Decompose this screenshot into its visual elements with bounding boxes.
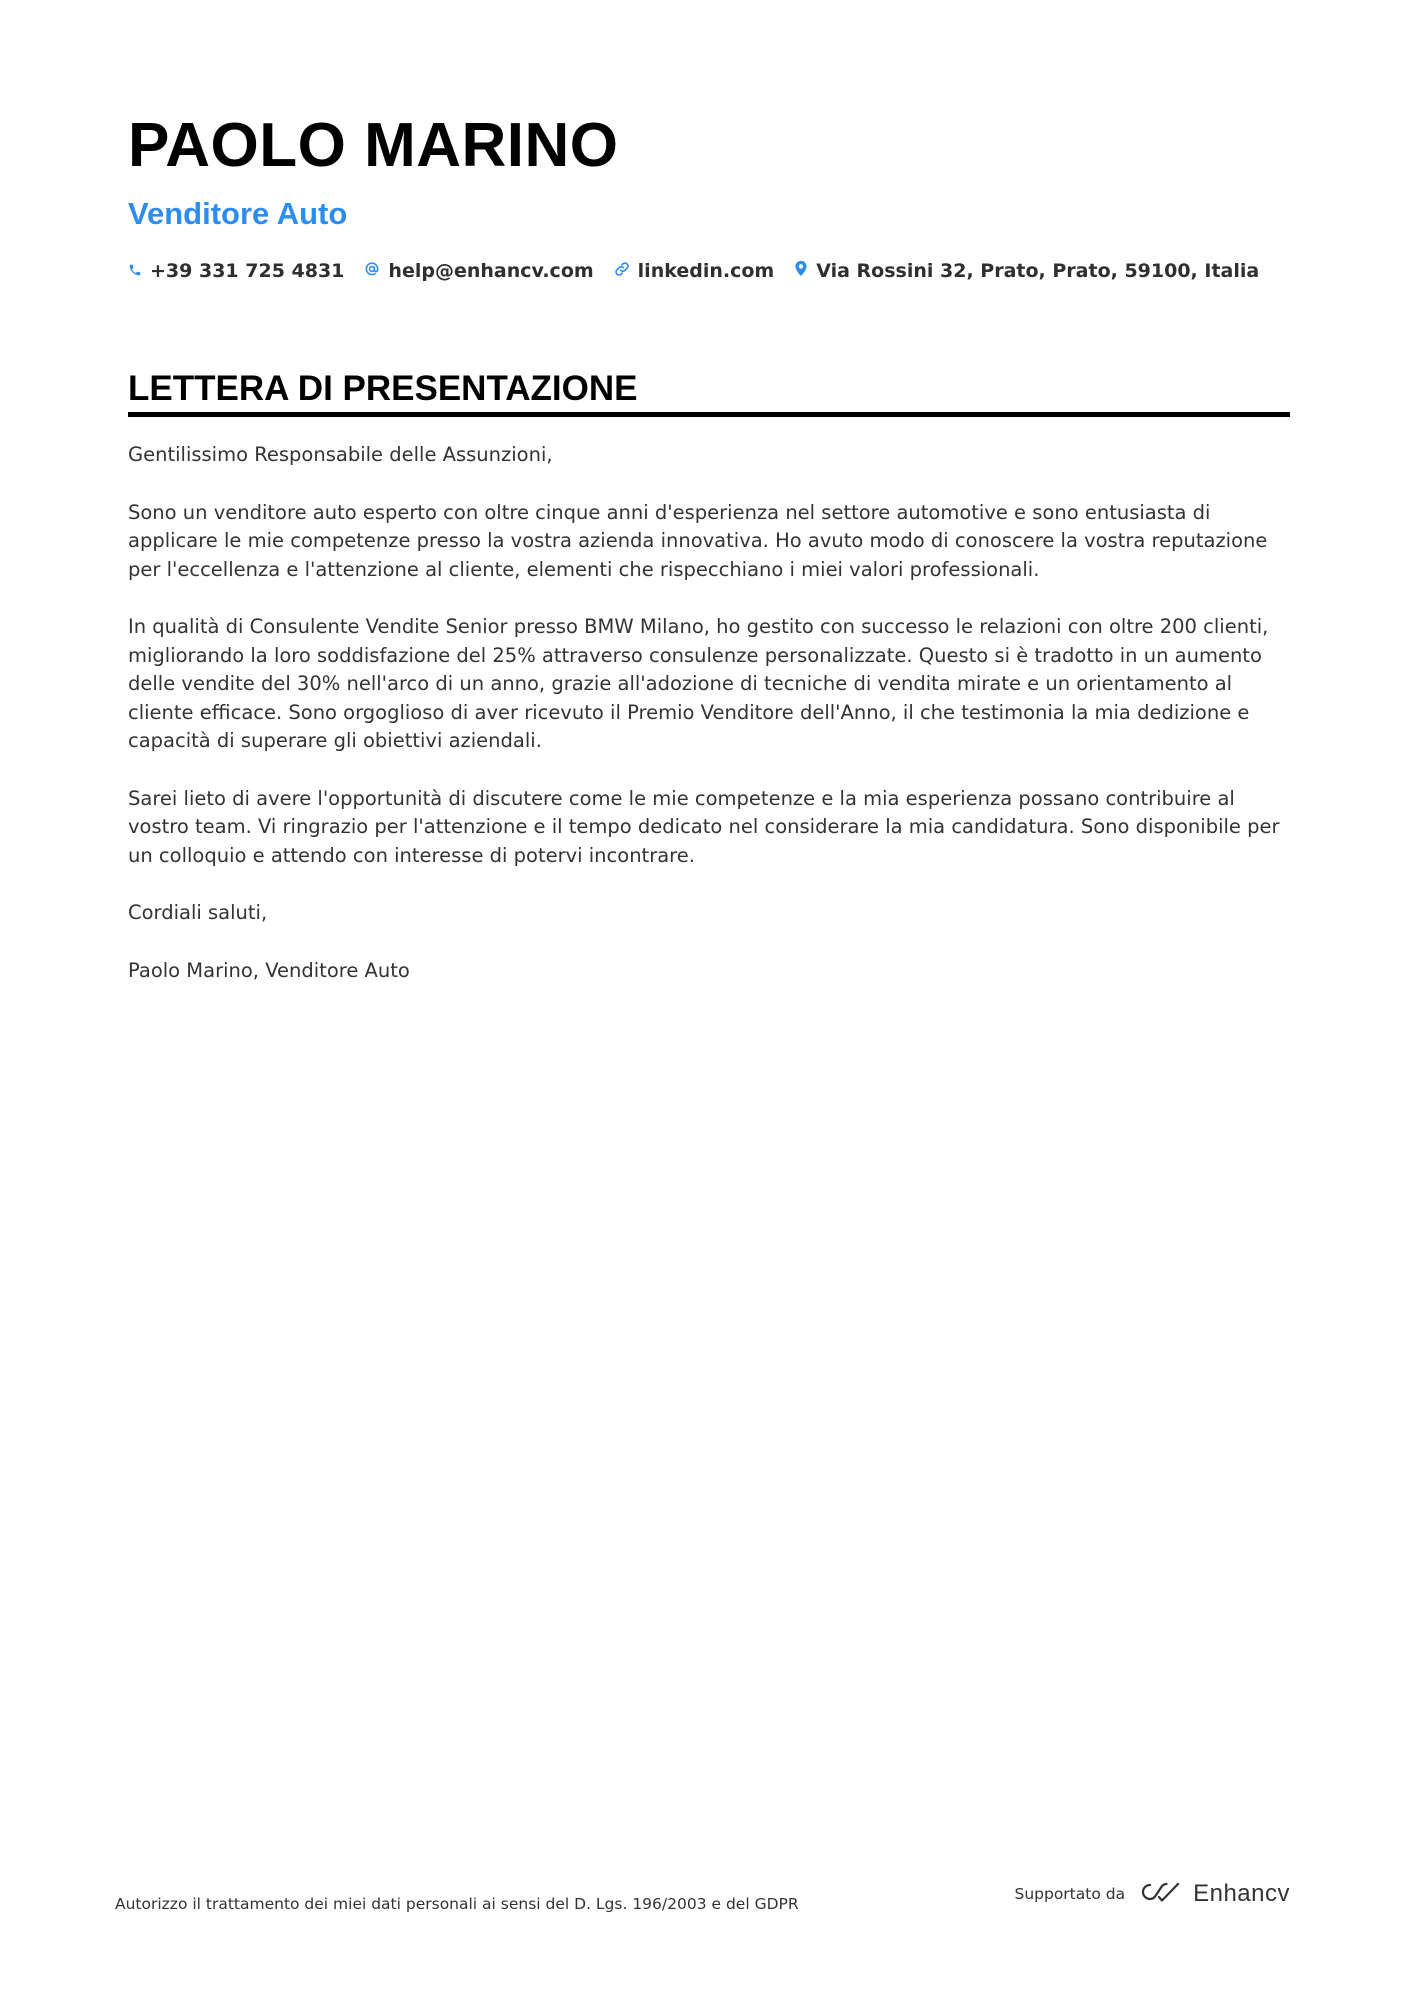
powered-by[interactable] bbox=[1014, 1880, 1290, 1908]
letter-body bbox=[128, 441, 1290, 985]
letter-signature: Paolo Marino, Venditore Auto bbox=[128, 958, 410, 982]
candidate-name: PAOLO MARINO bbox=[128, 111, 619, 180]
enhancv-logo-icon bbox=[1137, 1880, 1183, 1908]
section-title: LETTERA DI PRESENTAZIONE bbox=[128, 368, 1290, 417]
powered-by-label: Supportato da bbox=[1014, 1885, 1126, 1903]
letter-greeting: Gentilissimo Responsabile delle Assunzioni, bbox=[128, 443, 553, 466]
address-text: Via Rossini 32, Prato, Prato, 59100, Italia bbox=[816, 260, 1260, 282]
header bbox=[128, 108, 1288, 282]
brand-name: Enhancv bbox=[1193, 1880, 1290, 1907]
phone-text[interactable]: +39 331 725 4831 bbox=[150, 260, 345, 282]
contact-address bbox=[794, 260, 1259, 282]
job-title: Venditore Auto bbox=[128, 196, 348, 231]
email-text[interactable]: help@enhancv.com bbox=[388, 260, 594, 282]
contact-email bbox=[364, 260, 593, 282]
contact-phone bbox=[128, 260, 344, 282]
linkedin-text[interactable]: linkedin.com bbox=[637, 260, 775, 282]
phone-icon bbox=[128, 260, 150, 282]
letter-closing: Cordiali saluti, bbox=[128, 901, 268, 924]
link-icon bbox=[614, 260, 638, 282]
at-icon bbox=[364, 260, 388, 282]
location-pin-icon bbox=[794, 260, 816, 282]
letter-paragraph-2: In qualità di Consulente Vendite Senior presso BMW Milano, ho gestito con successo le relazioni con oltre 200 clienti, migliorando la loro soddisfazione del 25% attraverso consulenze personalizzate. Questo si è tradotto in un aumento delle vendite del 30% nell'arco di un anno, grazie all'adozione di tecniche di vendita mirate e un orientamento al cliente efficace. Sono orgoglioso di aver ricevuto il Premio Venditore dell'Anno, il che testimonia la mia dedizione e capacità di superare gli obiettivi aziendali. bbox=[128, 615, 1269, 752]
letter-paragraph-1: Sono un venditore auto esperto con oltre cinque anni d'esperienza nel settore automotive e sono entusiasta di applicare le mie competenze presso la vostra azienda innovativa. Ho avuto modo di conoscere la vostra reputazione per l'eccellenza e l'attenzione al cliente, elementi che rispecchiano i miei valori professionali. bbox=[128, 500, 1268, 581]
contact-bar bbox=[128, 260, 1288, 282]
contact-linkedin bbox=[614, 260, 775, 282]
cover-letter-section bbox=[128, 368, 1290, 1014]
letter-paragraph-3: Sarei lieto di avere l'opportunità di discutere come le mie competenze e la mia esperienza possano contribuire al vostro team. Vi ringrazio per l'attenzione e il tempo dedicato nel considerare la mia candidatura. Sono disponibile per un colloquio e attendo con interesse di potervi incontrare. bbox=[128, 786, 1280, 867]
consent-note: Autorizzo il trattamento dei miei dati personali ai sensi del D. Lgs. 196/2003 e del GDPR bbox=[115, 1895, 799, 1913]
